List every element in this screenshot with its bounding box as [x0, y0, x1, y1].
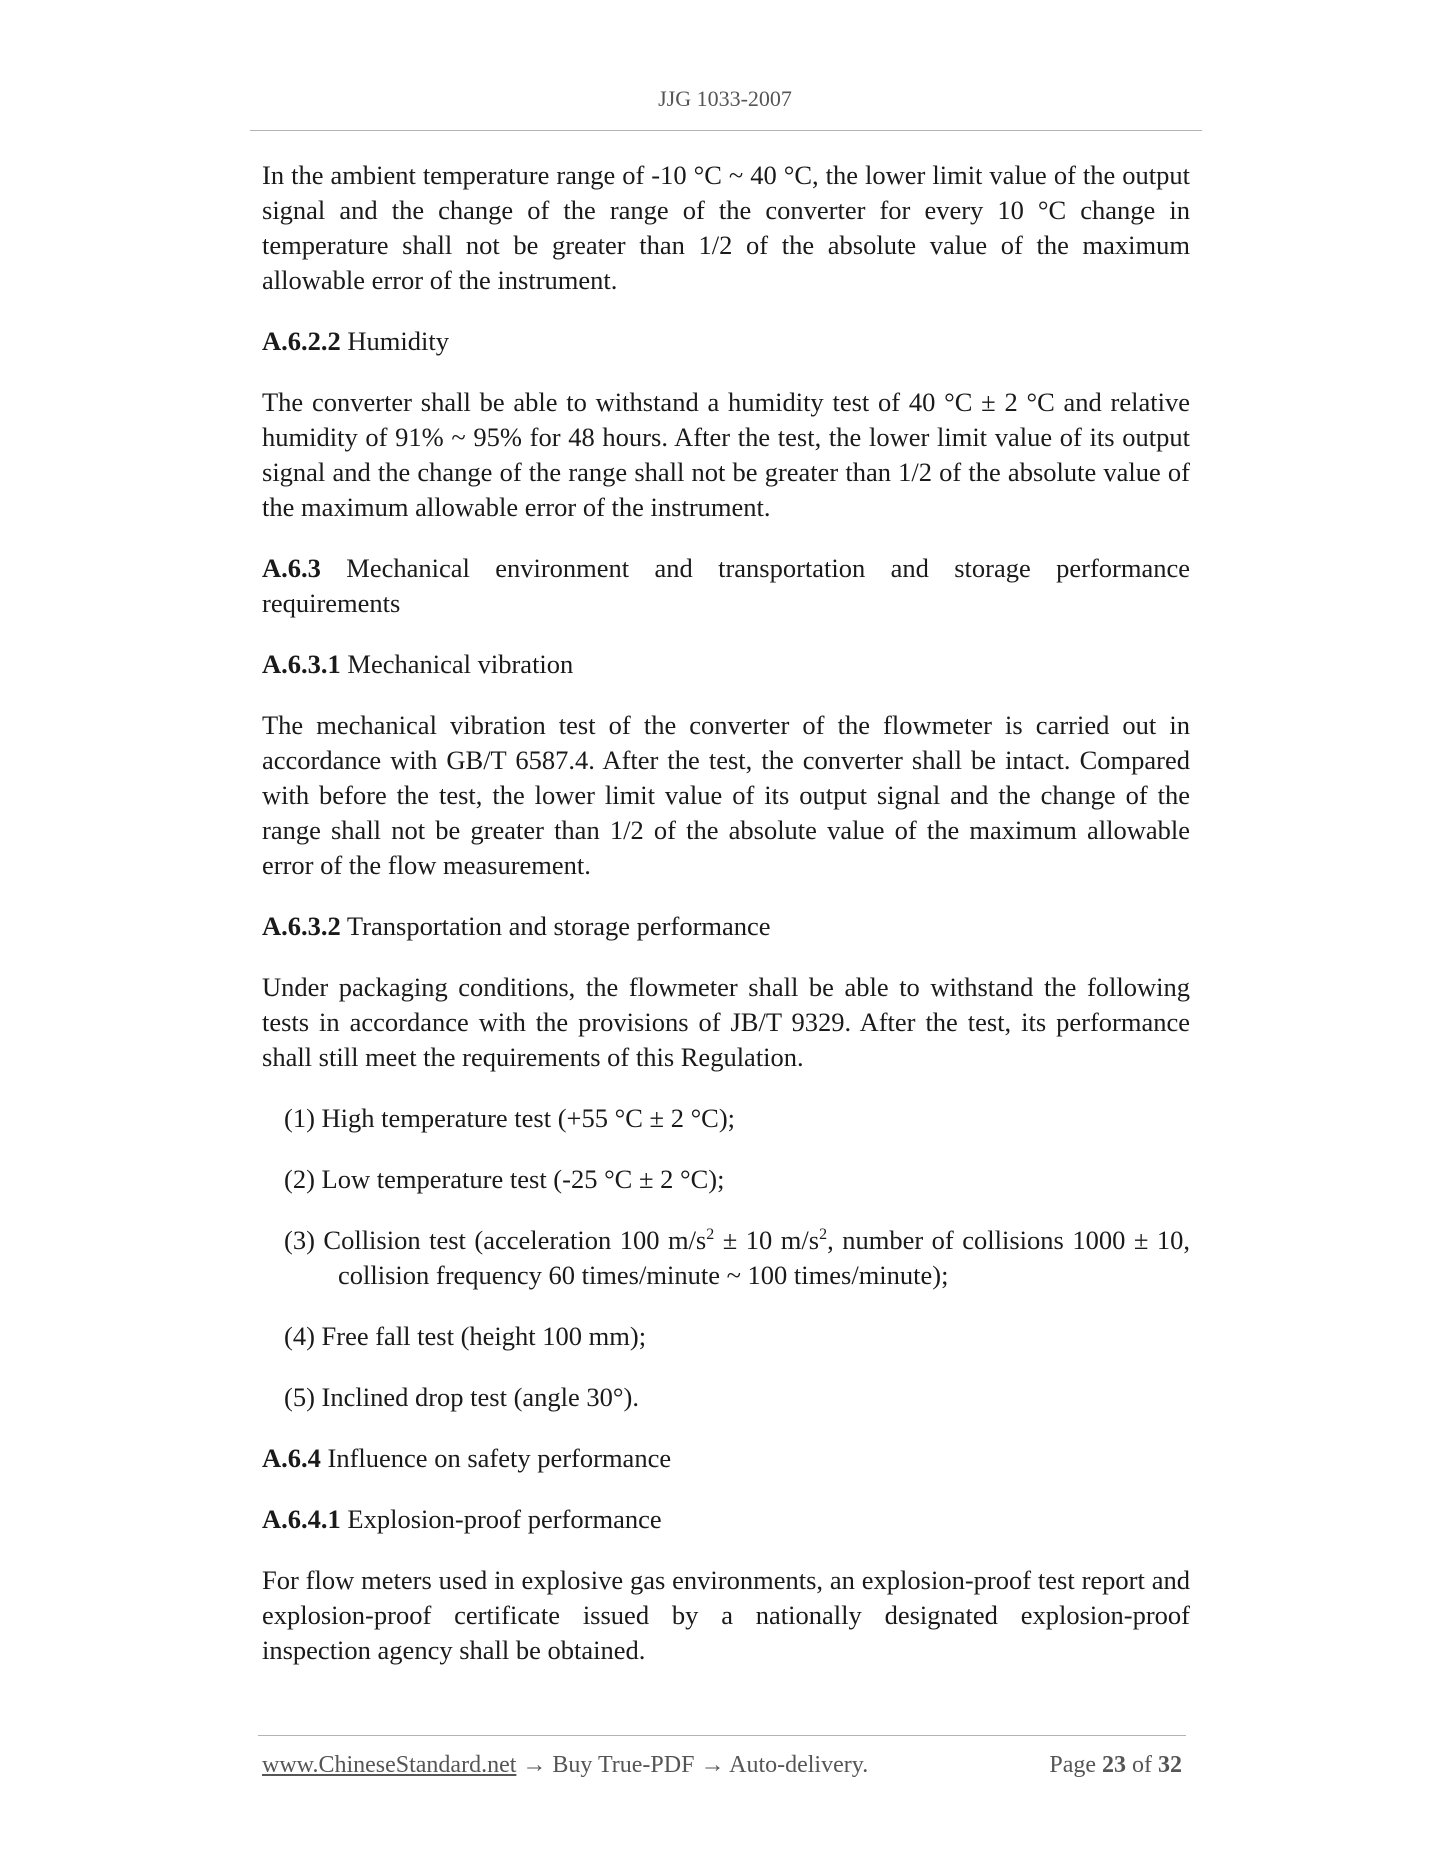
- collision-text-c: , number of collisions 1000 ± 10, collision frequency 60 times/minute ~ 100 times/minute);: [338, 1225, 1191, 1290]
- section-title: Mechanical vibration: [347, 649, 574, 679]
- paragraph-temperature: In the ambient temperature range of -10 °C ~ 40 °C, the lower limit value of the output signal and the change of the range of the converter for every 10 °C change in temperature shall not be greater than 1/2 of the absolute value of the maximum allowable error of the instrument.: [262, 160, 1190, 295]
- section-title: Transportation and storage performance: [346, 911, 771, 941]
- paragraph-transport: Under packaging conditions, the flowmeter shall be able to withstand the following tests in accordance with the provisions of JB/T 9329. After the test, its performance shall still meet the requirements of this Regulation.: [262, 972, 1190, 1072]
- list-item-collision: [284, 1223, 1190, 1293]
- footer-tagline: → Buy True-PDF → Auto-delivery.: [516, 1752, 869, 1778]
- section-heading-a641: [262, 1502, 1190, 1537]
- paragraph-vibration: The mechanical vibration test of the converter of the flowmeter is carried out in accordance with GB/T 6587.4. After the test, the converter shall be intact. Compared with before the test, the lower limit value of its output signal and the change of the range shall not be greater than 1/2 of the absolute value of the maximum allowable error of the flow measurement.: [262, 710, 1190, 880]
- section-title: Mechanical environment and transportation and storage performance requirements: [262, 553, 1191, 618]
- section-number: A.6.4: [262, 1443, 321, 1473]
- total-pages: 32: [1158, 1752, 1182, 1778]
- paragraph-explosion-proof: For flow meters used in explosive gas environments, an explosion-proof test report and explosion-proof certificate issued by a nationally designated explosion-proof inspection agency shall be obtained.: [262, 1565, 1190, 1665]
- section-heading-a622: [262, 324, 1190, 359]
- page-header: JJG 1033-2007: [658, 86, 792, 111]
- list-item-inclined-drop: (5) Inclined drop test (angle 30°).: [284, 1382, 639, 1412]
- superscript: 2: [706, 1226, 715, 1243]
- document-body: [262, 158, 1190, 1694]
- page-number: 23: [1102, 1752, 1126, 1778]
- paragraph-humidity: The converter shall be able to withstand a humidity test of 40 °C ± 2 °C and relative humidity of 91% ~ 95% for 48 hours. After the test, the lower limit value of its output signal and the change of the range shall not be greater than 1/2 of the absolute value of the maximum allowable error of the instrument.: [262, 387, 1190, 522]
- section-number: A.6.3.2: [262, 911, 341, 941]
- section-heading-a63: [262, 551, 1190, 621]
- website-link[interactable]: www.ChineseStandard.net: [262, 1752, 517, 1778]
- list-item-low-temp: (2) Low temperature test (-25 °C ± 2 °C);: [284, 1164, 725, 1194]
- collision-text-b: ± 10 m/s: [714, 1225, 820, 1255]
- section-title: Humidity: [347, 326, 449, 356]
- list-item-free-fall: (4) Free fall test (height 100 mm);: [284, 1321, 647, 1351]
- superscript: 2: [819, 1226, 828, 1243]
- section-heading-a64: [262, 1441, 1190, 1476]
- list-item-high-temp: (1) High temperature test (+55 °C ± 2 °C);: [284, 1103, 736, 1133]
- page-footer: [262, 1752, 1182, 1779]
- header-divider: [250, 130, 1202, 131]
- section-title: Influence on safety performance: [327, 1443, 672, 1473]
- page-label: Page: [1049, 1752, 1096, 1778]
- section-title: Explosion-proof performance: [347, 1504, 662, 1534]
- collision-text-a: (3) Collision test (acceleration 100 m/s: [284, 1225, 707, 1255]
- section-number: A.6.4.1: [262, 1504, 341, 1534]
- section-heading-a632: [262, 909, 1190, 944]
- page-counter: [1049, 1752, 1182, 1779]
- section-number: A.6.2.2: [262, 326, 341, 356]
- footer-divider: [258, 1735, 1186, 1736]
- section-heading-a631: [262, 647, 1190, 682]
- of-label: of: [1132, 1752, 1152, 1778]
- section-number: A.6.3: [262, 553, 321, 583]
- section-number: A.6.3.1: [262, 649, 341, 679]
